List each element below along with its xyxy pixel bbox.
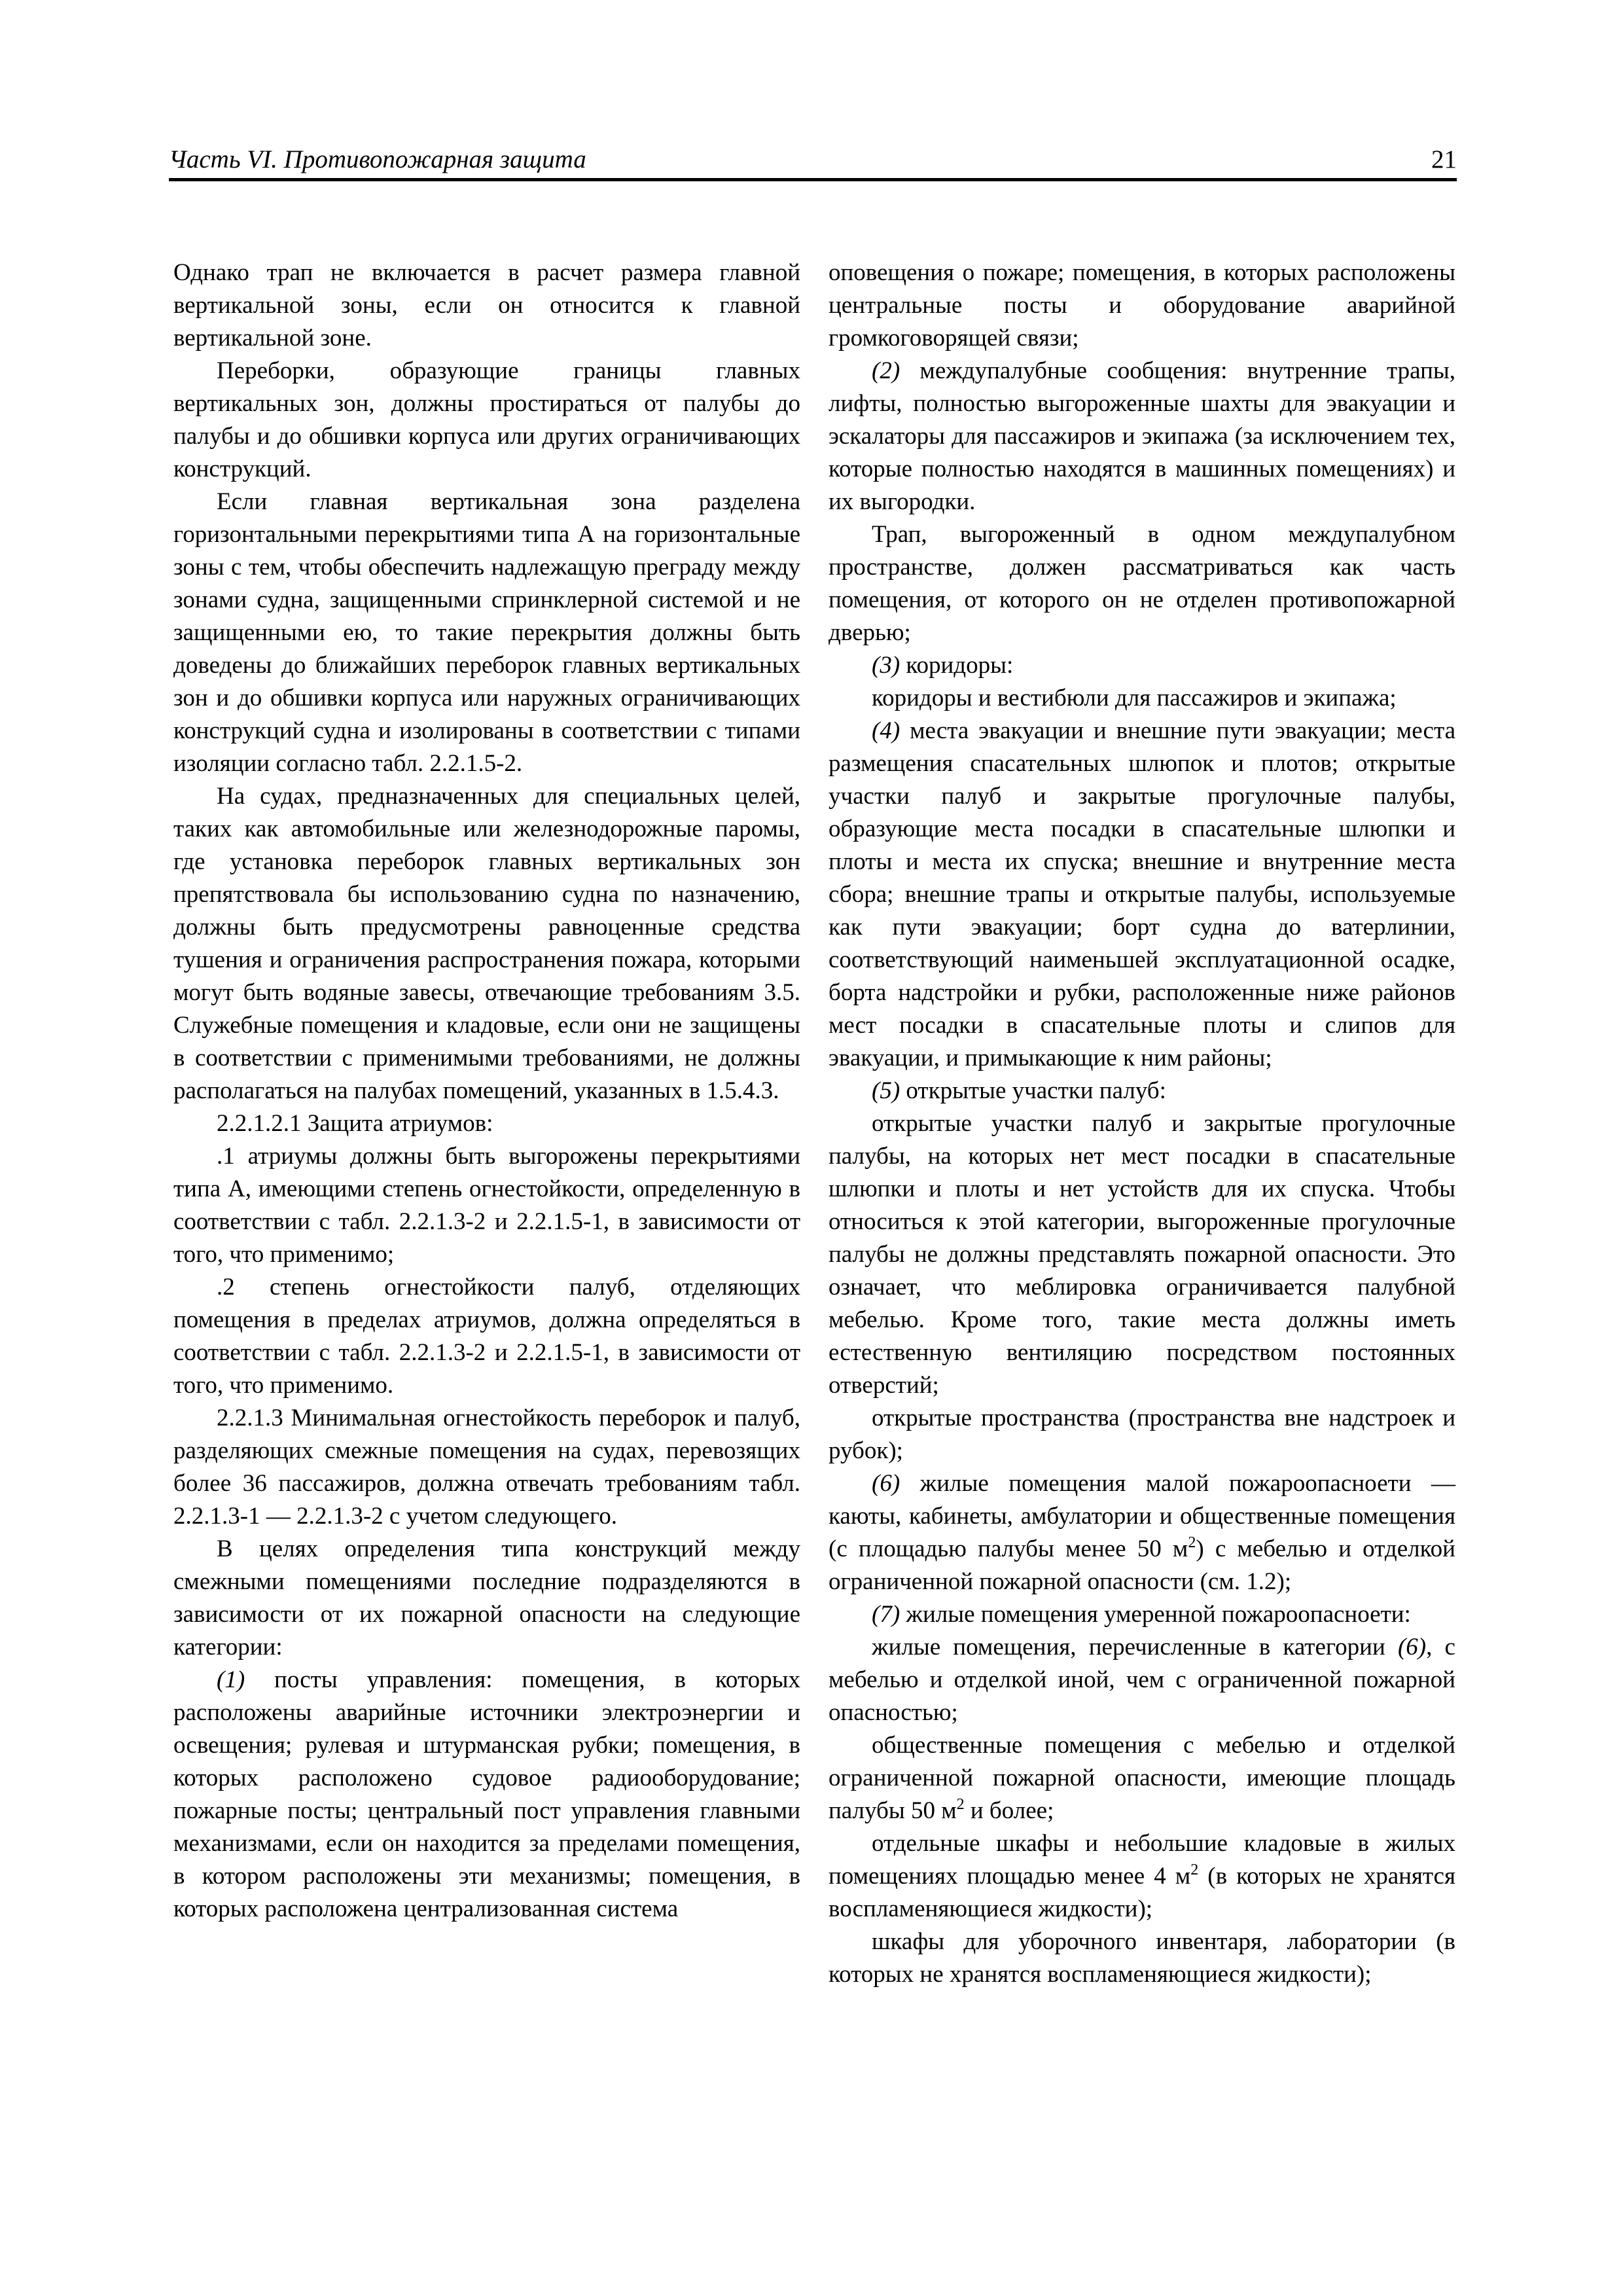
category-item: [829, 1467, 1455, 1598]
paragraph-text: общественные помещения с мебелью и отделкой ограниченной пожарной опасности, имеющие площадь палубы 50 м: [829, 1732, 1455, 1824]
paragraph-text-end: , с мебелью и отделкой иной, чем с ограниченной пожарной опасностью;: [829, 1634, 1455, 1726]
list-item: .2 степень огнестойкости палуб, отделяющих помещения в пределах атриумов, должна определяться в соответствии с табл. 2.2.1.3-2 и 2.2.1.5-1, в зависимости от того, что применимо.: [173, 1274, 800, 1399]
right-column: [829, 257, 1455, 1991]
paragraph: Переборки, образующие границы главных вертикальных зон, должны простираться от палубы до палубы и до обшивки корпуса или других ограничивающих конструкций.: [173, 357, 800, 482]
paragraph: Однако трап не включается в расчет размера главной вертикальной зоны, если он относится к главной вертикальной зоне.: [173, 259, 800, 351]
category-label: (6): [1397, 1634, 1427, 1660]
superscript: 2: [1188, 1534, 1196, 1551]
category-text: междупалубные сообщения: внутренние трапы, лифты, полностью выгороженные шахты для эвакуации и эскалаторы для пассажиров и экипажа (за исключением тех, которые полностью находятся в машинных помещениях) и их выгородки.: [829, 357, 1455, 515]
paragraph: Трап, выгороженный в одном междупалубном пространстве, должен рассматриваться как часть помещения, от которого он не отделен противопожарной дверью;: [829, 521, 1455, 646]
superscript: 2: [956, 1796, 965, 1813]
paragraph: открытые пространства (пространства вне надстроек и рубок);: [829, 1405, 1455, 1464]
category-item: [829, 715, 1455, 1075]
section-heading: 2.2.1.2.1 Защита атриумов:: [217, 1110, 493, 1137]
page-number: 21: [1431, 145, 1457, 173]
paragraph: [829, 1729, 1455, 1827]
paragraph: [829, 1827, 1455, 1926]
paragraph: [829, 1631, 1455, 1729]
category-label: (3): [872, 652, 901, 679]
list-item: .1 атриумы должны быть выгорожены перекрытиями типа А, имеющими степень огнестойкости, определенную в соответствии с табл. 2.2.1.3-2 и 2.2.1.5-1, в зависимости от того, что применимо;: [173, 1143, 800, 1268]
category-text-end: ) с мебелью и отделкой ограниченной пожарной опасности (см. 1.2);: [829, 1535, 1455, 1595]
superscript: 2: [1190, 1861, 1199, 1878]
category-label: (6): [872, 1470, 901, 1497]
paragraph: 2.2.1.3 Минимальная огнестойкость переборок и палуб, разделяющих смежные помещения на судах, перевозящих более 36 пассажиров, должна отвечать требованиям табл. 2.2.1.3-1 — 2.2.1.3-2 с учетом следующего.: [173, 1405, 800, 1530]
category-text: коридоры:: [900, 652, 1014, 679]
paragraph-text: отдельные шкафы и небольшие кладовые в жилых помещениях площадью менее 4 м: [829, 1830, 1455, 1890]
category-item: [829, 649, 1455, 682]
category-item: [829, 1075, 1455, 1107]
paragraph-text-end: и более;: [964, 1797, 1054, 1824]
paragraph-text: жилые помещения, перечисленные в категории: [872, 1634, 1398, 1660]
category-text: жилые помещения умеренной пожароопасноети:: [900, 1601, 1411, 1628]
category-text: открытые участки палуб:: [900, 1077, 1166, 1104]
category-item: [173, 1664, 800, 1926]
category-label: (1): [217, 1666, 245, 1693]
category-text: места эвакуации и внешние пути эвакуации; места размещения спасательных шлюпок и плотов; открытые участки палуб и закрытые прогулочные палубы, образующие места посадки в спасательные шлюпки и плоты и места их спуска; внешние и внутренние места сбора; внешние трапы и открытые палубы, используемые как пути эвакуации; борт судна до ватерлинии, соответствующий наименьшей эксплуатационной осадке, борта надстройки и рубки, расположенные ниже районов мест посадки в спасательные плоты и слипов для эвакуации, и примыкающие к ним районы;: [829, 717, 1455, 1071]
category-item: [829, 1598, 1455, 1631]
category-label: (4): [872, 717, 901, 744]
left-column: [173, 257, 800, 1926]
category-text: посты управления: помещения, в которых расположены аварийные источники электроэнергии и освещения; рулевая и штурманская рубки; помещения, в которых расположено судовое радиооборудование; пожарные посты; центральный пост управления главными механизмами, если он находится за пределами помещения, в котором расположены эти механизмы; помещения, в которых расположена централизованная система: [173, 1666, 800, 1922]
paragraph: На судах, предназначенных для специальных целей, таких как автомобильные или железнодорожные паромы, где установка переборок главных вертикальных зон препятствовала бы использованию судна по назначению, должны быть предусмотрены равноценные средства тушения и ограничения распространения пожара, которыми могут быть водяные завесы, отвечающие требованиям 3.5. Служебные помещения и кладовые, если они не защищены в соответствии с применимыми требованиями, не должны располагаться на палубах помещений, указанных в 1.5.4.3.: [173, 783, 800, 1104]
paragraph: коридоры и вестибюли для пассажиров и экипажа;: [872, 685, 1397, 711]
category-text: жилые помещения малой пожароопасноети — каюты, кабинеты, амбулатории и общественные помещения (с площадью палубы менее 50 м: [829, 1470, 1455, 1562]
category-label: (5): [872, 1077, 901, 1104]
paragraph: оповещения о пожаре; помещения, в которых расположены центральные посты и оборудование аварийной громкоговорящей связи;: [829, 259, 1455, 351]
category-label: (2): [872, 357, 901, 384]
running-header: [169, 145, 1457, 178]
paragraph: Если главная вертикальная зона разделена горизонтальными перекрытиями типа А на горизонтальные зоны с тем, чтобы обеспечить надлежащую преграду между зонами судна, защищенными спринклерной системой и не защищенными ею, то такие перекрытия должны быть доведены до ближайших переборок главных вертикальных зон и до обшивки корпуса или наружных ограничивающих конструкций судна и изолированы в соответствии с типами изоляции согласно табл. 2.2.1.5-2.: [173, 488, 800, 777]
category-label: (7): [872, 1601, 901, 1628]
paragraph-text-end: (в которых не хранятся воспламеняющиеся жидкости);: [829, 1863, 1455, 1922]
header-rule: [169, 178, 1457, 181]
paragraph: В целях определения типа конструкций между смежными помещениями последние подразделяются в зависимости от их пожарной опасности на следующие категории:: [173, 1535, 800, 1660]
paragraph: шкафы для уборочного инвентаря, лаборатории (в которых не хранятся воспламеняющиеся жидкости);: [829, 1928, 1455, 1988]
paragraph: открытые участки палуб и закрытые прогулочные палубы, на которых нет мест посадки в спасательные шлюпки и плоты и нет устойств для их спуска. Чтобы относиться к этой категории, выгороженные прогулочные палубы не должны представлять пожарной опасности. Это означает, что меблировка ограничивается палубной мебелью. Кроме того, такие места должны иметь естественную вентиляцию посредством постоянных отверстий;: [829, 1110, 1455, 1399]
category-item: [829, 355, 1455, 518]
running-header-title: Часть VI. Противопожарная защита: [169, 145, 586, 173]
